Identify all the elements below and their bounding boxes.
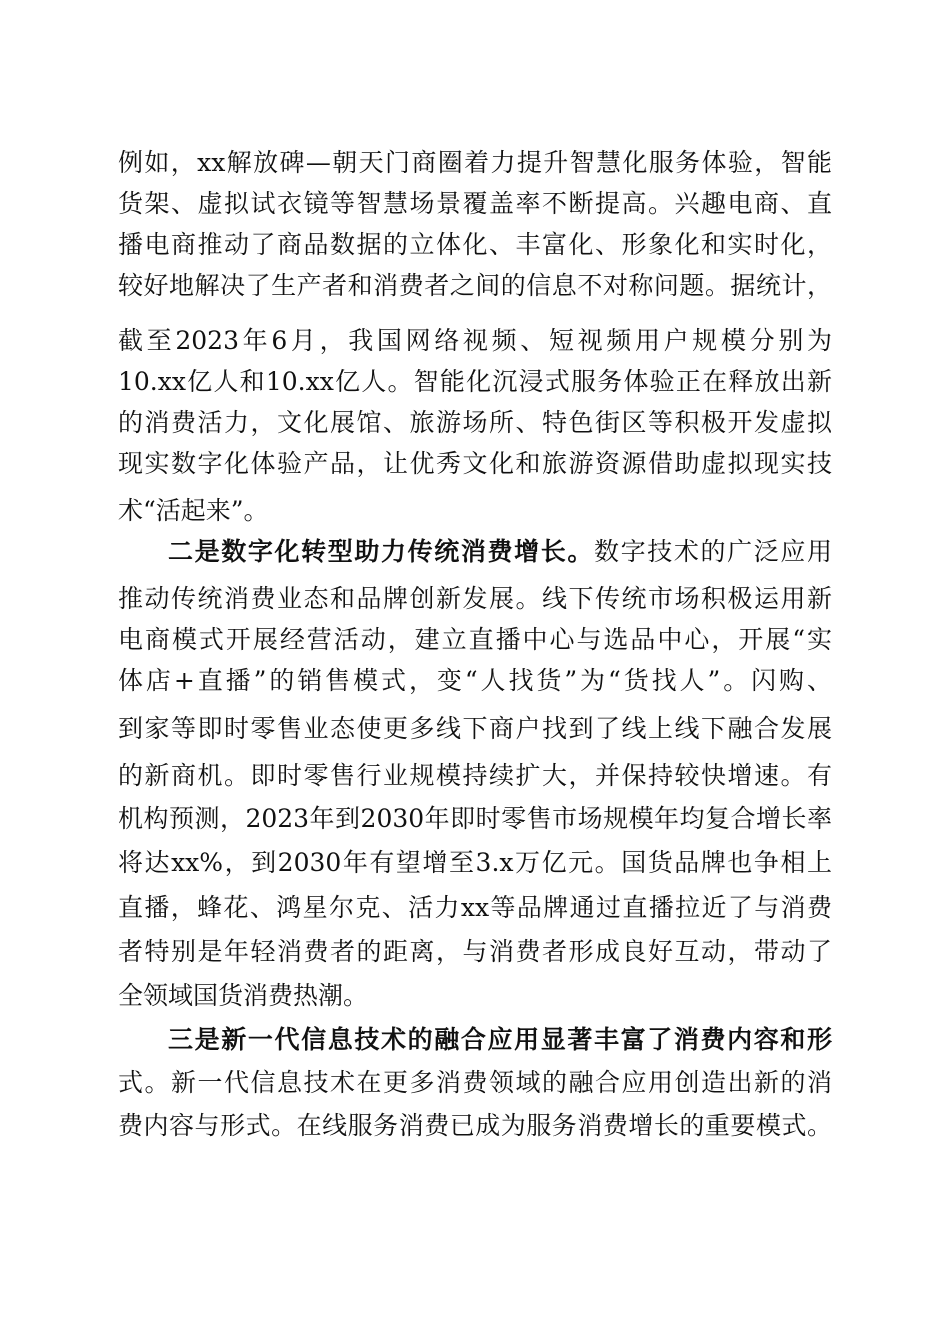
paragraph-1-line-2: 货架、虚拟试衣镜等智慧场景覆盖率不断提高。兴趣电商、直	[118, 189, 832, 218]
paragraph-3-line-3: 费内容与形式。在线服务消费已成为服务消费增长的重要模式。	[118, 1111, 832, 1140]
paragraph-1-line-5: 截至2023年6月，我国网络视频、短视频用户规模分别为	[118, 326, 832, 355]
paragraph-1-line-7: 的消费活力，文化展馆、旅游场所、特色街区等积极开发虚拟	[118, 408, 832, 437]
paragraph-1-line-9: 术“活起来”。	[118, 496, 269, 525]
paragraph-3-line-2: 式。新一代信息技术在更多消费领域的融合应用创造出新的消	[118, 1068, 832, 1097]
paragraph-2-line-1	[168, 533, 832, 571]
paragraph-2-line-8: 将达xx%，到2030年有望增至3.x万亿元。国货品牌也争相上	[118, 848, 832, 877]
paragraph-2-line-2: 推动传统消费业态和品牌创新发展。线下传统市场积极运用新	[118, 584, 832, 613]
paragraph-2-line-5: 到家等即时零售业态使更多线下商户找到了线上线下融合发展	[118, 714, 832, 743]
paragraph-1-line-1: 例如，xx解放碑—朝天门商圈着力提升智慧化服务体验，智能	[118, 148, 832, 177]
paragraph-1-line-6: 10.xx亿人和10.xx亿人。智能化沉浸式服务体验正在释放出新	[118, 367, 832, 396]
paragraph-2-heading: 二是数字化转型助力传统消费增长。	[168, 537, 594, 566]
paragraph-2-line-11: 全领域国货消费热潮。	[118, 981, 369, 1010]
paragraph-2-line-6: 的新商机。即时零售行业规模持续扩大，并保持较快增速。有	[118, 761, 832, 790]
paragraph-2-line-3: 电商模式开展经营活动，建立直播中心与选品中心，开展“实	[118, 625, 832, 654]
paragraph-2-line-4: 体店+直播”的销售模式，变“人找货”为“货找人”。闪购、	[118, 666, 832, 695]
paragraph-2-line-10: 者特别是年轻消费者的距离，与消费者形成良好互动，带动了	[118, 937, 832, 966]
paragraph-2-line-9: 直播，蜂花、鸿星尔克、活力xx等品牌通过直播拉近了与消费	[118, 893, 832, 922]
paragraph-1-line-4: 较好地解决了生产者和消费者之间的信息不对称问题。据统计，	[118, 271, 832, 300]
paragraph-1-line-3: 播电商推动了商品数据的立体化、丰富化、形象化和实时化，	[118, 230, 832, 259]
paragraph-2-line-1-rest: 数字技术的广泛应用	[593, 537, 832, 566]
paragraph-3-heading: 三是新一代信息技术的融合应用显著丰富了消费内容和形	[168, 1025, 832, 1054]
paragraph-1-line-8: 现实数字化体验产品，让优秀文化和旅游资源借助虚拟现实技	[118, 449, 832, 478]
paragraph-2-line-7: 机构预测，2023年到2030年即时零售市场规模年均复合增长率	[118, 804, 832, 833]
